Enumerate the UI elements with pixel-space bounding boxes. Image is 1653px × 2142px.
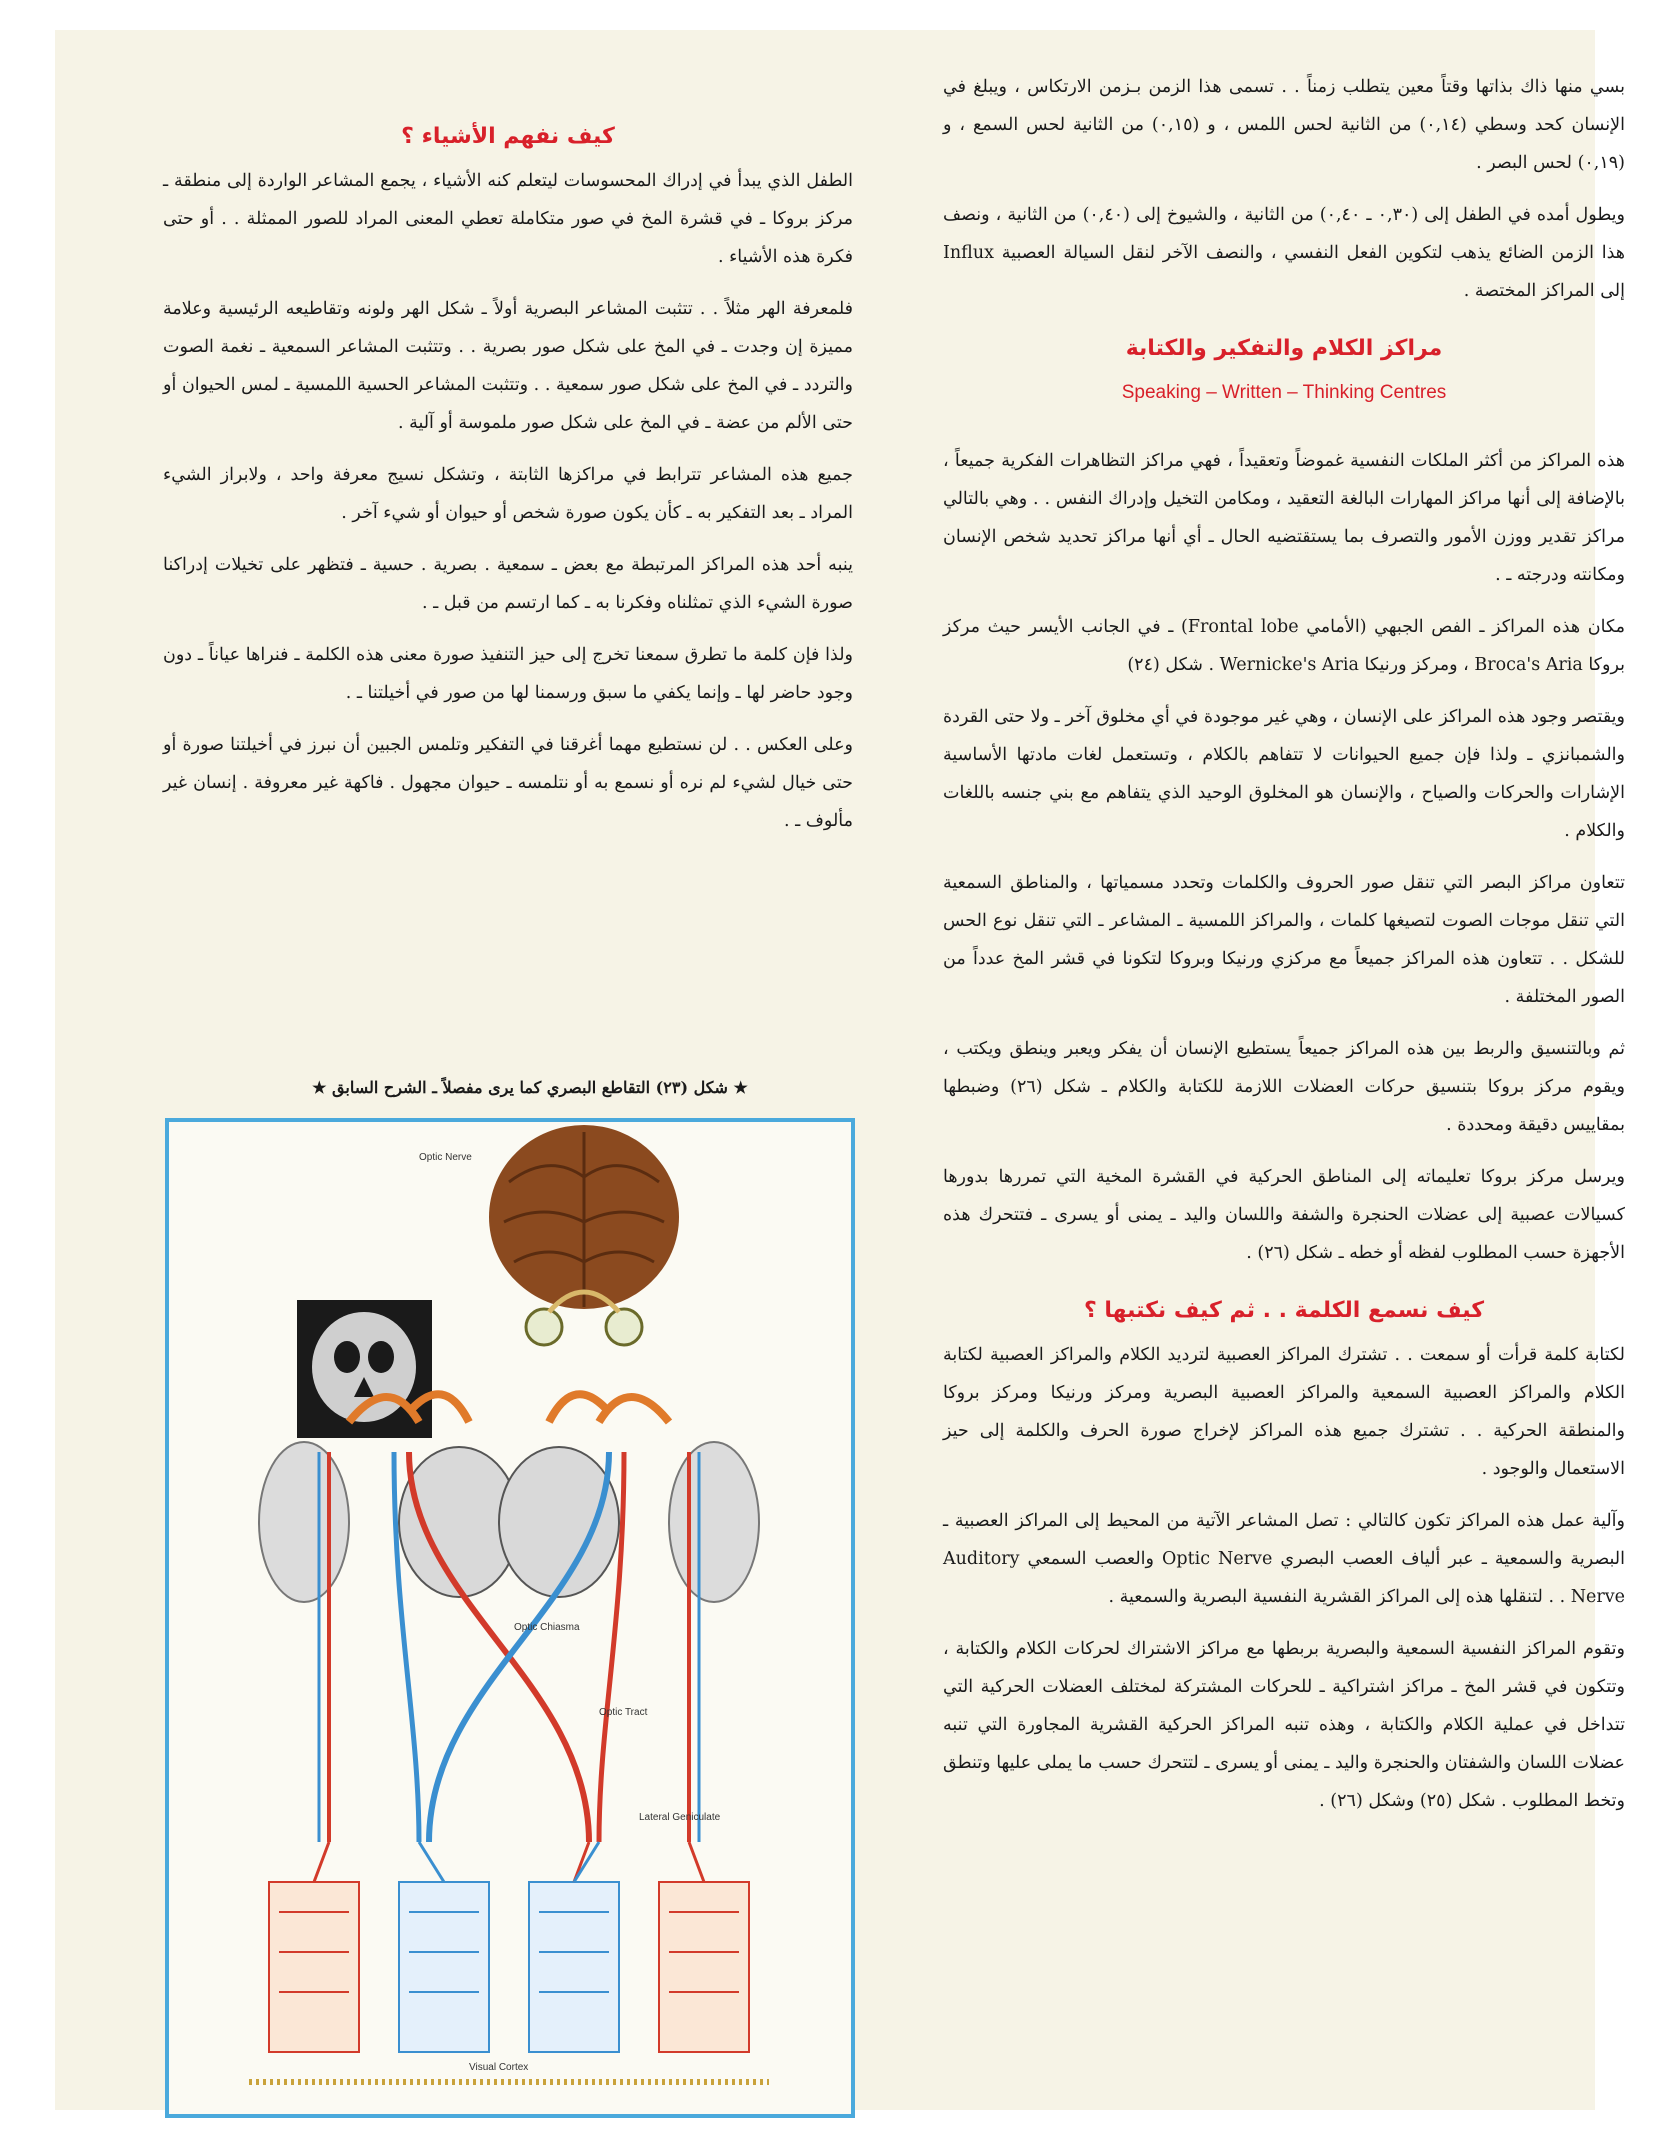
optic-chiasm-figure: [165, 1118, 855, 2118]
paragraph: الطفل الذي يبدأ في إدراك المحسوسات ليتعلم كنه الأشياء ، يجمع المشاعر الواردة إلى منطقة ـ مركز بروكا ـ في قشرة المخ في صور متكاملة تعطي المعنى المراد للصور الممثلة . . أو حتى فكرة هذه الأشياء .: [163, 171, 853, 267]
figure-caption: ★ شكل (٢٣) التقاطع البصري كما يرى مفصلاً ـ الشرح السابق ★: [312, 1078, 748, 1097]
paragraph: وتقوم المراكز النفسية السمعية والبصرية بربطها مع مراكز الاشتراك لحركات الكلام والكتابة ، وتتكون في قشر المخ ـ مراكز اشتراكية ـ للحركات المشتركة لمختلف العضلات الحركية التي تتداخل في عملية الكلام والكتابة ، وهذه تنبه المراكز الحركية القشرية المجاورة التي تنبه عضلات اللسان والشفتان والحنجرة واليد ـ يمنى أو يسرى ـ لتتحرك حسب ما يملى عليها وتنطق وتخط المطلوب . شكل (٢٥) وشكل (٢٦) .: [943, 1639, 1625, 1811]
paragraph: ثم وبالتنسيق والربط بين هذه المراكز جميعاً يستطيع الإنسان أن يفكر ويعبر وينطق ويكتب ، ويقوم مركز بروكا بتنسيق حركات العضلات اللازمة للكتابة والكلام ـ شكل (٢٦) وضبطها بمقاييس دقيقة ومحددة .: [943, 1039, 1625, 1135]
right-column: [943, 68, 1625, 1834]
eye-icon: [606, 1309, 642, 1345]
page: [55, 30, 1625, 2110]
section-heading-speaking-centres: مراكز الكلام والتفكير والكتابة: [1125, 336, 1443, 361]
paragraph: ويطول أمده في الطفل إلى (٠,٣٠ ـ ٠,٤٠) من الثانية ، والشيوخ إلى (٠,٤٠) من الثانية ، ونصف هذا الزمن الضائع يذهب لتكوين الفعل النفسي ، والنصف الآخر لنقل السيالة العصبية Influx إلى المراكز المختصة .: [943, 205, 1625, 301]
paragraph: ويرسل مركز بروكا تعليماته إلى المناطق الحركية في القشرة المخية التي تمررها بدورها كسيالات عصبية إلى عضلات الحنجرة والشفة واللسان واليد ـ يمنى أو يسرى ـ فتتحرك هذه الأجهزة حسب المطلوب لفظه أو خطه ـ شكل (٢٦) .: [943, 1167, 1625, 1263]
paragraph: ويقتصر وجود هذه المراكز على الإنسان ، وهي غير موجودة في أي مخلوق آخر ـ ولا حتى القردة والشمبانزي ـ ولذا فإن جميع الحيوانات لا تتفاهم بالكلام ، وتستعمل لغات مادتها الأساسية الإشارات والحركات والصياح ، والإنسان هو المخلوق الوحيد الذي يتفاهم مع بني جنسه باللغات والكلام .: [943, 707, 1625, 841]
paragraph: جميع هذه المشاعر تترابط في مراكزها الثابتة ، وتشكل نسيج معرفة واحد ، ولابراز الشيء المراد ـ بعد التفكير به ـ كأن يكون صورة شخص أو حيوان أو شيء آخر .: [163, 465, 853, 523]
section-subheading-english: Speaking – Written – Thinking Centres: [1121, 382, 1447, 403]
left-column: [163, 118, 853, 854]
paragraph: بسي منها ذاك بذاتها وقتاً معين يتطلب زمناً . . تسمى هذا الزمن بـزمن الارتكاس ، ويبلغ في الإنسان كحد وسطي (٠,١٤) من الثانية لحس اللمس ، و (٠,١٥) من الثانية لحس السمع ، و (٠,١٩) لحس البصر .: [943, 77, 1625, 173]
paragraph: فلمعرفة الهر مثلاً . . تتثبت المشاعر البصرية أولاً ـ شكل الهر ولونه وتقاطيعه الرئيسية وعلامة مميزة إن وجدت ـ في المخ على شكل صور بصرية . . وتتثبت المشاعر السمعية ـ نغمة الصوت والتردد ـ في المخ على شكل صور سمعية . . وتتثبت المشاعر الحسية اللمسية ـ لمس الحيوان أو حتى الألم من عضة ـ في المخ على شكل صور ملموسة أو آلية .: [163, 299, 853, 433]
paragraph: ولذا فإن كلمة ما تطرق سمعنا تخرج إلى حيز التنفيذ صورة معنى هذه الكلمة ـ فنراها عياناً ـ دون وجود حاضر لها ـ وإنما يكفي ما سبق ورسمنا لها من صور في أخيلتنا ـ .: [163, 645, 853, 703]
eye-icon: [526, 1309, 562, 1345]
paragraph: لكتابة كلمة قرأت أو سمعت . . تشترك المراكز العصبية لترديد الكلام والمراكز العصبية لكتابة الكلام والمراكز العصبية السمعية والمراكز العصبية البصرية ومركز ورنيكا ومركز بروكا والمنطقة الحركية . . تشترك جميع هذه المراكز لإخراج صورة الحرف والكلمة إلى حيز الاستعمال والوجود .: [943, 1345, 1625, 1479]
figure-label: Optic Tract: [599, 1707, 648, 1718]
paragraph: وآلية عمل هذه المراكز تكون كالتالي : تصل المشاعر الآتية من المحيط إلى المراكز العصبية ـ البصرية والسمعية ـ عبر ألياف العصب البصري Optic Nerve والعصب السمعي Auditory Nerve . . لتنقلها هذه إلى المراكز القشرية النفسية البصرية والسمعية .: [943, 1511, 1625, 1607]
optic-chiasm-illustration: [169, 1122, 851, 2114]
paragraph: تتعاون مراكز البصر التي تنقل صور الحروف والكلمات وتحدد مسمياتها ، والمناطق السمعية التي تنقل موجات الصوت لتصيغها كلمات ، والمراكز اللمسية ـ المشاعر ـ التي تنقل نوع الحس للشكل . . تتعاون هذه المراكز جميعاً مع مركزي ورنيكا وبروكا لتكونا في قشر المخ عدداً من الصور المختلفة .: [943, 873, 1625, 1007]
section-heading-hear-write: كيف نسمع الكلمة . . ثم كيف نكتبها ؟: [1083, 1298, 1485, 1323]
paragraph: مكان هذه المراكز ـ الفص الجبهي (الأمامي Frontal lobe) ـ في الجانب الأيسر حيث مركز بروكا Broca's Aria ، ومركز ورنيكا Wernicke's Aria . شكل (٢٤): [943, 617, 1625, 675]
figure-label: Optic Nerve: [419, 1152, 472, 1163]
figure-label: Optic Chiasma: [514, 1622, 580, 1633]
visual-cortex-columns: [269, 1882, 749, 2052]
figure-label: Visual Cortex: [469, 2062, 529, 2073]
paragraph: هذه المراكز من أكثر الملكات النفسية غموضاً وتعقيداً ، فهي مراكز التظاهرات الفكرية جميعاً ، بالإضافة إلى أنها مراكز المهارات البالغة التعقيد ، ومكامن التخيل وإدراك النفس . . وهي بالتالي مراكز تقدير ووزن الأمور والتصرف بما يستقتضيه الحال ـ أي أنها مراكز تحديد شخص الإنسان ومكانته ودرجته ـ .: [943, 451, 1625, 585]
section-heading-understanding: كيف نفهم الأشياء ؟: [401, 124, 615, 149]
paragraph: وعلى العكس . . لن نستطيع مهما أغرقنا في التفكير وتلمس الجبين أن نبرز في أخيلتنا صورة أو حتى خيال لشيء لم نره أو نسمع به أو نتلمسه ـ حيوان مجهول . فاكهة غير معروفة . إنسان غير مألوف ـ .: [163, 735, 853, 831]
figure-label: Lateral Geniculate: [639, 1812, 721, 1823]
paragraph: ينبه أحد هذه المراكز المرتبطة مع بعض ـ سمعية . بصرية . حسية ـ فتظهر على تخيلات إدراكنا صورة الشيء الذي تمثلناه وفكرنا به ـ كما ارتسم من قبل ـ .: [163, 555, 853, 613]
